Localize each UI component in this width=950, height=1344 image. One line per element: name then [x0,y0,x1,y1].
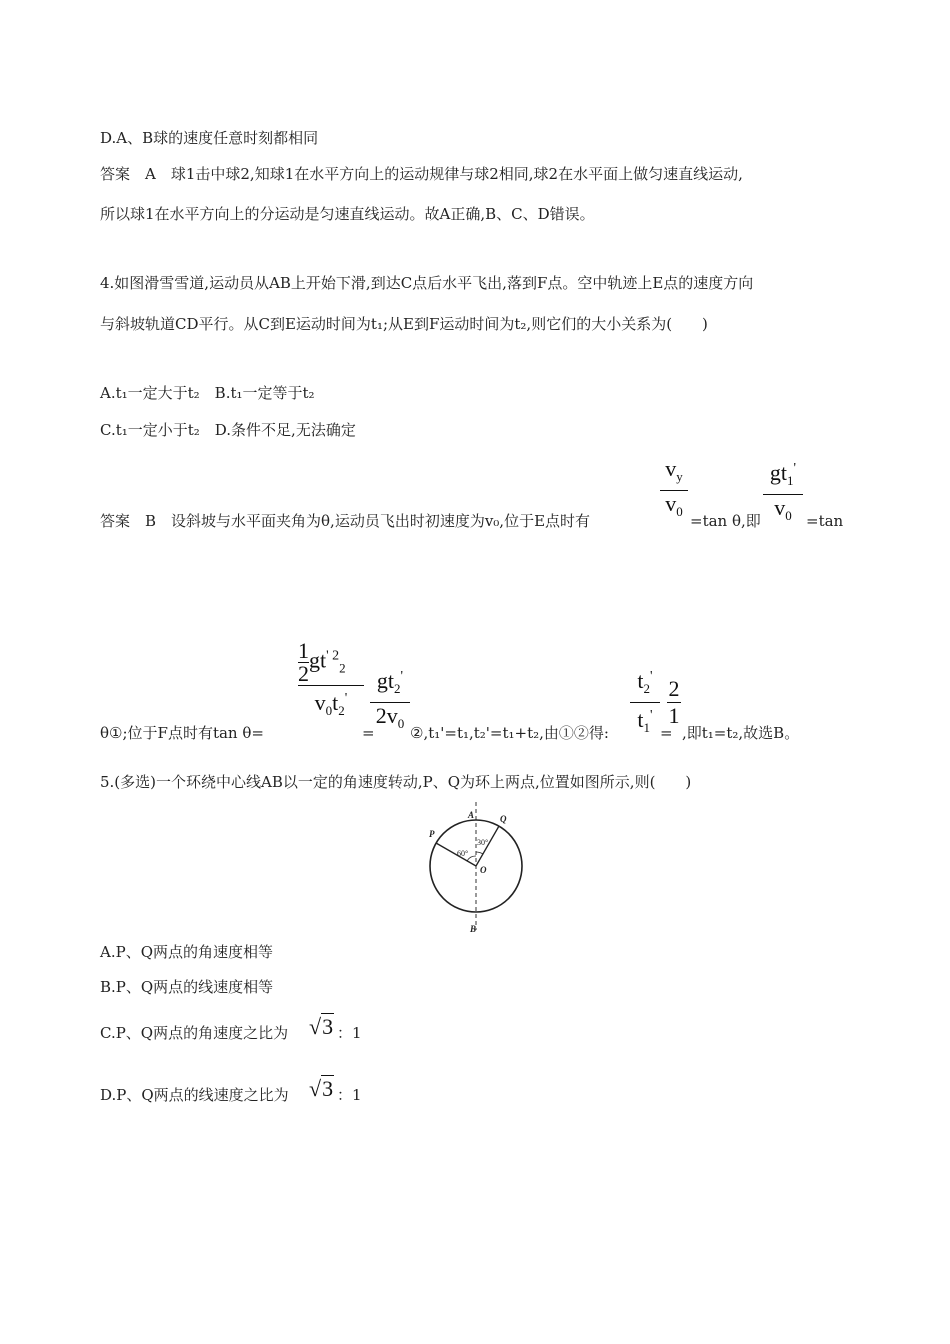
frac3-num-sup1: ' 2 [326,648,340,664]
frac4-num: gt [376,668,395,693]
label-q: Q [500,814,507,824]
angle-arc-q [476,852,483,854]
frac1-den: v [665,491,677,516]
q5-option-c-ratio: ：1 [337,1024,362,1042]
label-p: P [429,829,435,839]
frac3-num-b: 2 [298,661,309,686]
frac1-num: v [665,456,677,481]
frac3-den-b: t [332,690,339,715]
frac3-num-a: 1 [298,638,309,663]
q4-answer2-text-e: ,即t₁=t₂,故选B。 [682,724,800,742]
q3-answer-line1: 答案 A 球1击中球2,知球1在水平方向上的运动规律与球2相同,球2在水平面上做匀速直线运动, [100,165,743,183]
fraction-gt2-over-2v0 [370,664,410,737]
sqrt-3-symbol-d: √3 [309,1076,334,1101]
q5-option-d-ratio: ：1 [337,1086,362,1104]
rotating-ring-figure [420,800,540,935]
frac3-num-sub: 2 [339,660,346,676]
label-o: O [480,865,487,875]
frac3-num-c: gt [309,647,327,673]
frac1-num-sub: y [676,469,683,484]
q4-option-cd: C.t₁一定小于t₂ D.条件不足,无法确定 [100,421,356,439]
radius-op-line [436,843,476,866]
frac2-den-sub: 0 [785,508,792,523]
frac6-den: 1 [668,703,680,728]
fraction-t2-over-t1 [630,664,660,741]
q4-answer-text-a: 答案 B 设斜坡与水平面夹角为θ,运动员飞出时初速度为v₀,位于E点时有 [100,512,591,530]
frac3-den-sub2: 2 [338,703,345,718]
frac4-den-sub: 0 [397,716,405,731]
q5-stem: 5.(多选)一个环绕中心线AB以一定的角速度转动,P、Q为环上两点,位置如图所示,则( ) [100,773,692,791]
q3-option-d: D.A、B球的速度任意时刻都相同 [100,129,319,147]
q3-answer-line2: 所以球1在水平方向上的分运动是匀速直线运动。故A正确,B、C、D错误。 [100,205,595,223]
frac5-num-sup: ' [650,669,653,684]
q4-answer2-text-b: = [362,724,375,742]
frac1-den-sub: 0 [676,504,683,519]
frac4-den: 2v [375,703,398,728]
q4-answer-text-b: =tan θ,即 [690,512,761,530]
fraction-gt1-over-v0 [763,456,803,529]
q4-answer-text-c: =tan [806,512,844,530]
q5-option-d: D.P、Q两点的线速度之比为 [100,1086,289,1104]
frac3-den-sub1: 0 [325,703,333,718]
fraction-2-over-1 [667,676,681,729]
frac2-den: v [774,495,786,520]
q5-option-b: B.P、Q两点的线速度相等 [100,978,274,996]
q4-answer2-text-c: ②,t₁'=t₁,t₂'=t₁+t₂,由①②得: [410,724,609,742]
frac2-num-sub: 1 [787,473,794,488]
label-b: B [470,924,477,934]
frac4-num-sub: 2 [394,681,401,696]
sqrt-3-symbol-c: √3 [309,1014,334,1039]
frac2-num: gt [769,460,788,485]
frac5-num: t [637,668,644,693]
frac5-den: t [637,707,644,732]
frac5-num-sub: 2 [643,681,651,696]
sqrt-radicand: 3 [322,1014,334,1039]
frac6-num: 2 [668,676,680,701]
q4-option-ab: A.t₁一定大于t₂ B.t₁一定等于t₂ [100,384,315,402]
q4-answer2-text-a: θ①;位于F点时有tan θ= [100,724,264,742]
q4-stem-line1: 4.如图滑雪雪道,运动员从AB上开始下滑,到达C点后水平飞出,落到F点。空中轨迹上E点的速度方向 [100,274,754,292]
angle-arc-p [467,856,476,861]
angle-label-30: 30° [477,838,489,847]
fraction-half-gt-squared-over-v0t2 [298,640,364,724]
q4-stem-line2: 与斜坡轨道CD平行。从C到E运动时间为t₁;从E到F运动时间为t₂,则它们的大小关系为( ) [100,315,708,333]
q4-answer2-text-d: = [660,724,673,742]
frac3-den-a: v [314,690,326,715]
sqrt-radicand: 3 [322,1076,334,1101]
frac2-num-sup: ' [793,461,797,476]
label-a: A [468,810,475,820]
fraction-vy-over-v0 [660,456,688,525]
frac3-den-sup: ' [344,691,348,706]
frac5-den-sub: 1 [643,720,651,735]
frac5-den-sup: ' [650,708,653,723]
frac4-num-sup: ' [400,669,404,684]
angle-label-60: 60° [457,849,469,858]
q5-option-c: C.P、Q两点的角速度之比为 [100,1024,289,1042]
q5-option-a: A.P、Q两点的角速度相等 [100,943,273,961]
